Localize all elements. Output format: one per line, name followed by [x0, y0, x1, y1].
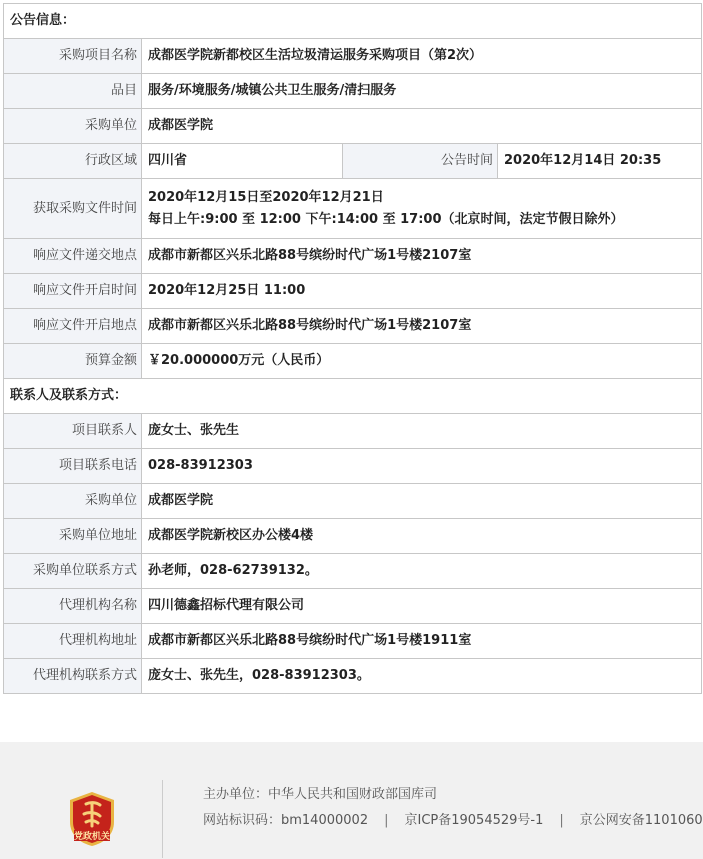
contact-purchaser-value: 成都医学院 — [142, 484, 702, 519]
table-row — [4, 309, 702, 344]
table-row — [4, 624, 702, 659]
category-value: 服务/环境服务/城镇公共卫生服务/清扫服务 — [142, 74, 702, 109]
table-row — [4, 484, 702, 519]
site-footer — [0, 742, 703, 859]
footer-host: 主办单位：中华人民共和国财政部国库司 — [203, 787, 438, 802]
doc-time-label: 获取采购文件时间 — [4, 179, 142, 239]
footer-separator: | — [559, 813, 564, 828]
purchaser-contact-value: 孙老师，028-62739132。 — [142, 554, 702, 589]
table-row — [4, 519, 702, 554]
region-label: 行政区域 — [4, 144, 142, 179]
doc-time-daily-hours: 每日上午:9:00 至 12:00 下午:14:00 至 17:00（北京时间，法定节假日除外） — [148, 211, 624, 227]
table-row — [4, 449, 702, 484]
footer-separator: | — [384, 813, 389, 828]
table-row — [4, 274, 702, 309]
purchaser-value: 成都医学院 — [142, 109, 702, 144]
project-contact-value: 庞女士、张先生 — [142, 414, 702, 449]
project-contact-label: 项目联系人 — [4, 414, 142, 449]
open-place-label: 响应文件开启地点 — [4, 309, 142, 344]
publish-time-value: 2020年12月14日 20:35 — [498, 144, 702, 179]
party-government-badge-link[interactable] — [66, 790, 118, 848]
section-header-row — [4, 379, 702, 414]
agency-address-label: 代理机构地址 — [4, 624, 142, 659]
table-row — [4, 344, 702, 379]
contact-purchaser-label: 采购单位 — [4, 484, 142, 519]
agency-contact-value: 庞女士、张先生，028-83912303。 — [142, 659, 702, 694]
open-time-value: 2020年12月25日 11:00 — [142, 274, 702, 309]
open-place-value: 成都市新都区兴乐北路88号缤纷时代广场1号楼2107室 — [142, 309, 702, 344]
agency-name-value: 四川德鑫招标代理有限公司 — [142, 589, 702, 624]
purchaser-contact-label: 采购单位联系方式 — [4, 554, 142, 589]
submit-place-value: 成都市新都区兴乐北路88号缤纷时代广场1号楼2107室 — [142, 239, 702, 274]
purchaser-address-label: 采购单位地址 — [4, 519, 142, 554]
notice-section-title: 公告信息： — [4, 4, 702, 39]
category-label: 品目 — [4, 74, 142, 109]
table-row — [4, 589, 702, 624]
project-phone-value: 028-83912303 — [142, 449, 702, 484]
doc-time-date-range: 2020年12月15日至2020年12月21日 — [148, 189, 384, 205]
agency-name-label: 代理机构名称 — [4, 589, 142, 624]
table-row — [4, 554, 702, 589]
open-time-label: 响应文件开启时间 — [4, 274, 142, 309]
purchaser-label: 采购单位 — [4, 109, 142, 144]
police-record-link[interactable]: 京公网安备1101060 — [579, 813, 703, 828]
table-row — [4, 74, 702, 109]
project-phone-label: 项目联系电话 — [4, 449, 142, 484]
budget-value: ￥20.000000万元（人民币） — [142, 344, 702, 379]
project-name-label: 采购项目名称 — [4, 39, 142, 74]
icp-link[interactable]: 京ICP备19054529号-1 — [404, 813, 544, 828]
footer-divider — [162, 780, 163, 858]
table-row — [4, 144, 702, 179]
site-code: 网站标识码：bm14000002 — [203, 813, 369, 828]
table-row — [4, 109, 702, 144]
submit-place-label: 响应文件递交地点 — [4, 239, 142, 274]
agency-contact-label: 代理机构联系方式 — [4, 659, 142, 694]
publish-time-label: 公告时间 — [343, 144, 498, 179]
table-row — [4, 659, 702, 694]
notice-info-table — [3, 3, 702, 694]
region-value: 四川省 — [142, 144, 343, 179]
doc-time-value — [142, 179, 702, 239]
budget-label: 预算金额 — [4, 344, 142, 379]
table-row — [4, 39, 702, 74]
section-header-row — [4, 4, 702, 39]
project-name-value: 成都医学院新都校区生活垃圾清运服务采购项目（第2次） — [142, 39, 702, 74]
purchaser-address-value: 成都医学院新校区办公楼4楼 — [142, 519, 702, 554]
badge-text: 党政机关 — [73, 832, 111, 842]
footer-registration-line — [203, 809, 703, 828]
party-government-badge-icon — [66, 790, 118, 848]
table-row — [4, 179, 702, 239]
table-row — [4, 239, 702, 274]
table-row — [4, 414, 702, 449]
agency-address-value: 成都市新都区兴乐北路88号缤纷时代广场1号楼1911室 — [142, 624, 702, 659]
contacts-section-title: 联系人及联系方式： — [4, 379, 702, 414]
